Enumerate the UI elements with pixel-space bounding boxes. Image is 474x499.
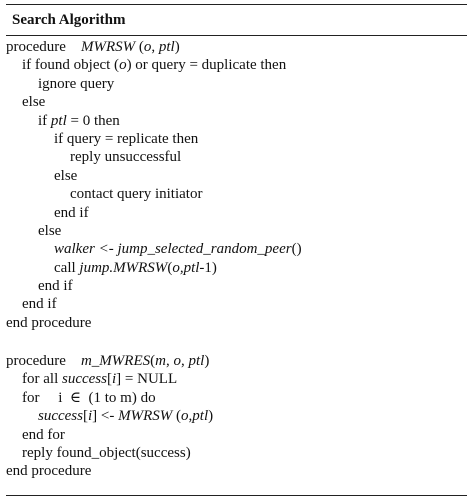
code-line <box>6 295 468 313</box>
code-identifier: jump.MWRSW <box>79 259 168 276</box>
code-line <box>6 462 468 480</box>
code-identifier: ptl <box>192 408 209 425</box>
code-text: reply found_object(success) <box>22 444 191 461</box>
code-line <box>6 185 468 203</box>
code-text: for i ∈ (1 to m) do <box>22 389 156 406</box>
code-identifier: m <box>155 353 166 369</box>
code-identifier: o <box>119 57 127 74</box>
code-line <box>6 167 468 185</box>
code-text: ignore query <box>38 75 115 92</box>
code-text: end if <box>22 296 57 313</box>
code-identifier: o <box>143 39 152 55</box>
code-line <box>6 130 468 148</box>
code-text: for all <box>22 371 62 388</box>
code-text: , <box>165 353 174 369</box>
code-identifier: MWRSW <box>118 408 173 425</box>
code-line <box>6 259 468 277</box>
code-text: if query = replicate then <box>54 130 199 147</box>
code-line <box>6 204 468 222</box>
code-text: else <box>38 222 62 239</box>
code-text: () <box>291 241 302 258</box>
code-identifier: ptl <box>50 112 67 129</box>
code-text: ] = NULL <box>116 371 178 388</box>
code-text: ) <box>204 353 210 369</box>
code-identifier: o <box>173 353 181 369</box>
code-line <box>6 38 468 56</box>
code-text: reply unsuccessful <box>70 149 182 166</box>
code-identifier: ptl <box>158 39 175 55</box>
code-identifier: success <box>61 371 107 388</box>
code-text: call <box>54 259 80 276</box>
code-text: end if <box>54 204 89 221</box>
code-identifier: i <box>111 371 117 388</box>
code-line <box>6 407 468 425</box>
code-text: , <box>188 408 193 425</box>
code-line <box>6 93 468 111</box>
code-identifier: MWRSW <box>80 39 136 55</box>
code-line <box>6 222 468 240</box>
code-line <box>6 56 468 74</box>
code-text: procedure <box>6 353 81 369</box>
code-identifier: i <box>88 408 93 425</box>
code-text: end procedure <box>6 314 92 331</box>
code-line <box>6 444 468 462</box>
code-text: -1) <box>199 259 217 276</box>
code-identifier: o <box>181 408 189 425</box>
code-identifier: o,ptl <box>172 259 200 276</box>
code-text: ( <box>172 408 182 425</box>
code-text: else <box>22 94 46 111</box>
code-text: ) <box>174 39 180 55</box>
code-text: if <box>38 112 51 129</box>
code-identifier: success <box>38 408 83 425</box>
procedure-m-mwres <box>6 352 468 481</box>
procedure-mwrsw <box>6 38 468 332</box>
code-text: , <box>151 39 159 55</box>
code-line <box>6 314 468 332</box>
code-text: end if <box>38 278 73 295</box>
code-text: ] <- <box>92 408 119 425</box>
code-text: ( <box>150 353 156 369</box>
code-line <box>6 389 468 407</box>
code-line <box>6 277 468 295</box>
code-text: ( <box>167 259 173 276</box>
code-text: end for <box>22 426 65 443</box>
code-line <box>6 370 468 388</box>
code-text: = 0 then <box>66 112 120 129</box>
code-line <box>6 75 468 93</box>
code-text: procedure <box>6 39 81 55</box>
code-text: [ <box>106 371 112 388</box>
code-line <box>6 426 468 444</box>
algorithm-title: Search Algorithm <box>12 12 126 28</box>
code-text: , <box>180 353 189 369</box>
code-line <box>6 240 468 258</box>
code-line <box>6 148 468 166</box>
code-text: end procedure <box>6 463 92 480</box>
code-text: ( <box>135 39 144 55</box>
code-text: else <box>54 167 78 184</box>
code-line <box>6 112 468 130</box>
code-text: if found object ( <box>22 57 120 74</box>
code-line <box>6 352 468 370</box>
title-divider <box>6 35 467 36</box>
code-text: contact query initiator <box>70 186 203 203</box>
code-identifier: walker <- jump_selected_random_peer <box>54 241 292 258</box>
code-text: ) or query = duplicate then <box>126 57 287 74</box>
code-text: [ <box>83 408 88 425</box>
code-identifier: m_MWRES <box>80 353 151 369</box>
code-identifier: ptl <box>188 353 205 369</box>
code-text: ) <box>208 408 214 425</box>
